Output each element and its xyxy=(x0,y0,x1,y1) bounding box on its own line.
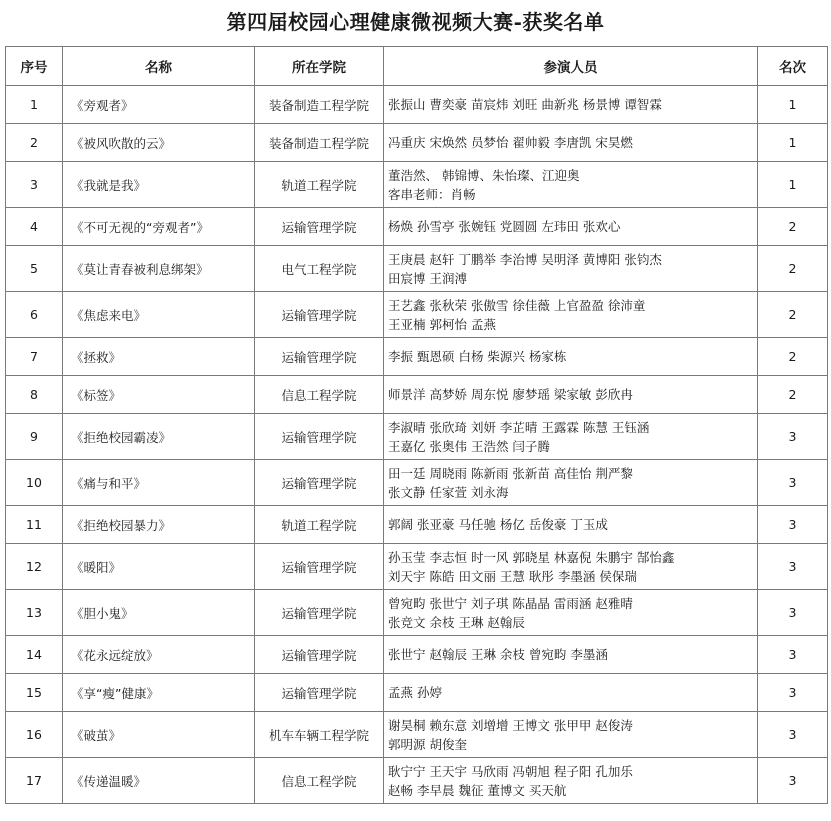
table-row xyxy=(6,292,828,338)
member-line: 刘天宇 陈皓 田文丽 王慧 耿彤 李墨涵 侯保瑞 xyxy=(388,568,637,584)
cell-college: 运输管理学院 xyxy=(255,292,384,338)
cell-members xyxy=(384,460,758,506)
cell-members xyxy=(384,292,758,338)
table-row xyxy=(6,338,828,376)
cell-name: 《拒绝校园暴力》 xyxy=(63,506,255,544)
cell-rank: 2 xyxy=(758,208,828,246)
cell-college: 运输管理学院 xyxy=(255,674,384,712)
cell-no: 5 xyxy=(6,246,63,292)
member-line: 郭阔 张亚豪 马任驰 杨亿 岳俊豪 丁玉成 xyxy=(388,517,608,532)
cell-name: 《被风吹散的云》 xyxy=(63,124,255,162)
cell-name: 《焦虑来电》 xyxy=(63,292,255,338)
cell-no: 8 xyxy=(6,376,63,414)
cell-rank: 2 xyxy=(758,246,828,292)
cell-college: 信息工程学院 xyxy=(255,758,384,804)
cell-rank: 1 xyxy=(758,86,828,124)
cell-college: 轨道工程学院 xyxy=(255,506,384,544)
cell-name: 《旁观者》 xyxy=(63,86,255,124)
cell-name: 《破茧》 xyxy=(63,712,255,758)
member-line: 曾宛畇 张世宁 刘子琪 陈晶晶 雷雨涵 赵雅晴 xyxy=(388,595,633,611)
cell-no: 6 xyxy=(6,292,63,338)
cell-rank: 2 xyxy=(758,292,828,338)
cell-members xyxy=(384,414,758,460)
member-line: 张振山 曹奕豪 苗宸炜 刘旺 曲新兆 杨景博 谭智霖 xyxy=(388,97,662,112)
cell-no: 17 xyxy=(6,758,63,804)
cell-name: 《痛与和平》 xyxy=(63,460,255,506)
table-row xyxy=(6,162,828,208)
member-line: 耿宁宁 王天宇 马欣雨 冯朝旭 程子阳 孔加乐 xyxy=(388,763,633,779)
cell-name: 《胆小鬼》 xyxy=(63,590,255,636)
cell-college: 电气工程学院 xyxy=(255,246,384,292)
table-row xyxy=(6,506,828,544)
cell-college: 装备制造工程学院 xyxy=(255,124,384,162)
table-row xyxy=(6,758,828,804)
member-line: 谢昊桐 赖东意 刘增增 王博文 张甲甲 赵俊涛 xyxy=(388,717,633,733)
cell-rank: 3 xyxy=(758,674,828,712)
table-row xyxy=(6,544,828,590)
table-header-row xyxy=(6,47,828,86)
cell-members xyxy=(384,506,758,544)
member-line: 杨焕 孙雪亭 张婉钰 党圆圆 左玮田 张欢心 xyxy=(388,219,621,234)
cell-college: 运输管理学院 xyxy=(255,590,384,636)
table-row xyxy=(6,246,828,292)
cell-college: 信息工程学院 xyxy=(255,376,384,414)
cell-rank: 3 xyxy=(758,460,828,506)
header-name: 名称 xyxy=(63,47,255,86)
cell-members xyxy=(384,674,758,712)
cell-name: 《标签》 xyxy=(63,376,255,414)
member-line: 张竞文 余枝 王琳 赵翰辰 xyxy=(388,614,525,630)
table-row xyxy=(6,124,828,162)
cell-college: 装备制造工程学院 xyxy=(255,86,384,124)
cell-name: 《莫让青春被利息绑架》 xyxy=(63,246,255,292)
cell-college: 运输管理学院 xyxy=(255,208,384,246)
cell-name: 《暖阳》 xyxy=(63,544,255,590)
member-line: 赵畅 李早晨 魏征 董博文 买天航 xyxy=(388,782,567,798)
member-line: 张世宁 赵翰辰 王琳 余枝 曾宛畇 李墨涵 xyxy=(388,647,608,662)
table-row xyxy=(6,590,828,636)
cell-name: 《拒绝校园霸凌》 xyxy=(63,414,255,460)
cell-name: 《我就是我》 xyxy=(63,162,255,208)
cell-no: 11 xyxy=(6,506,63,544)
cell-rank: 3 xyxy=(758,590,828,636)
cell-rank: 3 xyxy=(758,506,828,544)
cell-college: 轨道工程学院 xyxy=(255,162,384,208)
cell-name: 《拯救》 xyxy=(63,338,255,376)
cell-rank: 2 xyxy=(758,338,828,376)
award-table xyxy=(5,46,828,804)
cell-name: 《不可无视的“旁观者”》 xyxy=(63,208,255,246)
cell-college: 机车车辆工程学院 xyxy=(255,712,384,758)
table-row xyxy=(6,86,828,124)
member-line: 客串老师：肖畅 xyxy=(388,186,476,202)
cell-name: 《享“瘦”健康》 xyxy=(63,674,255,712)
cell-no: 2 xyxy=(6,124,63,162)
cell-rank: 1 xyxy=(758,162,828,208)
cell-no: 3 xyxy=(6,162,63,208)
cell-members xyxy=(384,246,758,292)
header-members: 参演人员 xyxy=(384,47,758,86)
member-line: 孙玉莹 李志恒 时一风 郭晓星 林嘉倪 朱鹏宇 郜怡鑫 xyxy=(388,549,675,565)
member-line: 李振 甄恩硕 白杨 柴源兴 杨家栋 xyxy=(388,349,567,364)
cell-members xyxy=(384,208,758,246)
member-line: 师景洋 高梦娇 周东悦 廖梦瑶 梁家敏 彭欣冉 xyxy=(388,387,633,402)
member-line: 冯重庆 宋焕然 员梦怡 翟帅毅 李唐凯 宋昊燃 xyxy=(388,135,633,150)
member-line: 董浩然、 韩锦博、朱怡璨、江迎奥 xyxy=(388,167,580,183)
table-row xyxy=(6,376,828,414)
cell-name: 《花永远绽放》 xyxy=(63,636,255,674)
cell-no: 13 xyxy=(6,590,63,636)
cell-college: 运输管理学院 xyxy=(255,414,384,460)
member-line: 李淑晴 张欣琦 刘妍 李芷晴 王露霖 陈慧 王钰涵 xyxy=(388,419,650,435)
cell-no: 12 xyxy=(6,544,63,590)
header-no: 序号 xyxy=(6,47,63,86)
table-row xyxy=(6,208,828,246)
member-line: 田一廷 周晓雨 陈新雨 张新苗 高佳怡 荆严黎 xyxy=(388,465,633,481)
member-line: 王庚晨 赵轩 丁鹏举 李治博 吴明泽 黄博阳 张钧杰 xyxy=(388,251,662,267)
table-row xyxy=(6,460,828,506)
cell-members xyxy=(384,124,758,162)
table-row xyxy=(6,414,828,460)
cell-rank: 3 xyxy=(758,758,828,804)
cell-members xyxy=(384,376,758,414)
header-rank: 名次 xyxy=(758,47,828,86)
cell-no: 16 xyxy=(6,712,63,758)
cell-no: 15 xyxy=(6,674,63,712)
cell-no: 9 xyxy=(6,414,63,460)
table-body xyxy=(6,86,828,804)
table-row xyxy=(6,712,828,758)
member-line: 张文静 任家萱 刘永海 xyxy=(388,484,509,500)
cell-members xyxy=(384,86,758,124)
cell-rank: 2 xyxy=(758,376,828,414)
cell-members xyxy=(384,590,758,636)
cell-rank: 3 xyxy=(758,414,828,460)
header-college: 所在学院 xyxy=(255,47,384,86)
member-line: 王亚楠 郭柯怡 孟燕 xyxy=(388,316,496,332)
cell-name: 《传递温暖》 xyxy=(63,758,255,804)
cell-members xyxy=(384,338,758,376)
cell-college: 运输管理学院 xyxy=(255,460,384,506)
member-line: 孟燕 孙婷 xyxy=(388,685,442,700)
cell-rank: 3 xyxy=(758,636,828,674)
page-title: 第四届校园心理健康微视频大赛-获奖名单 xyxy=(226,10,605,34)
cell-college: 运输管理学院 xyxy=(255,544,384,590)
cell-rank: 3 xyxy=(758,712,828,758)
table-row xyxy=(6,636,828,674)
cell-rank: 1 xyxy=(758,124,828,162)
member-line: 王嘉亿 张奥伟 王浩然 闫子腾 xyxy=(388,438,550,454)
cell-college: 运输管理学院 xyxy=(255,636,384,674)
cell-members xyxy=(384,544,758,590)
cell-members xyxy=(384,636,758,674)
cell-no: 10 xyxy=(6,460,63,506)
table-row xyxy=(6,674,828,712)
cell-no: 7 xyxy=(6,338,63,376)
cell-college: 运输管理学院 xyxy=(255,338,384,376)
cell-no: 1 xyxy=(6,86,63,124)
cell-rank: 3 xyxy=(758,544,828,590)
cell-members xyxy=(384,162,758,208)
cell-members xyxy=(384,758,758,804)
cell-members xyxy=(384,712,758,758)
member-line: 王艺鑫 张秋荣 张傲雪 徐佳薇 上官盈盈 徐沛童 xyxy=(388,297,646,313)
cell-no: 14 xyxy=(6,636,63,674)
member-line: 田宸博 王润溥 xyxy=(388,270,467,286)
member-line: 郭明源 胡俊奎 xyxy=(388,736,467,752)
cell-no: 4 xyxy=(6,208,63,246)
